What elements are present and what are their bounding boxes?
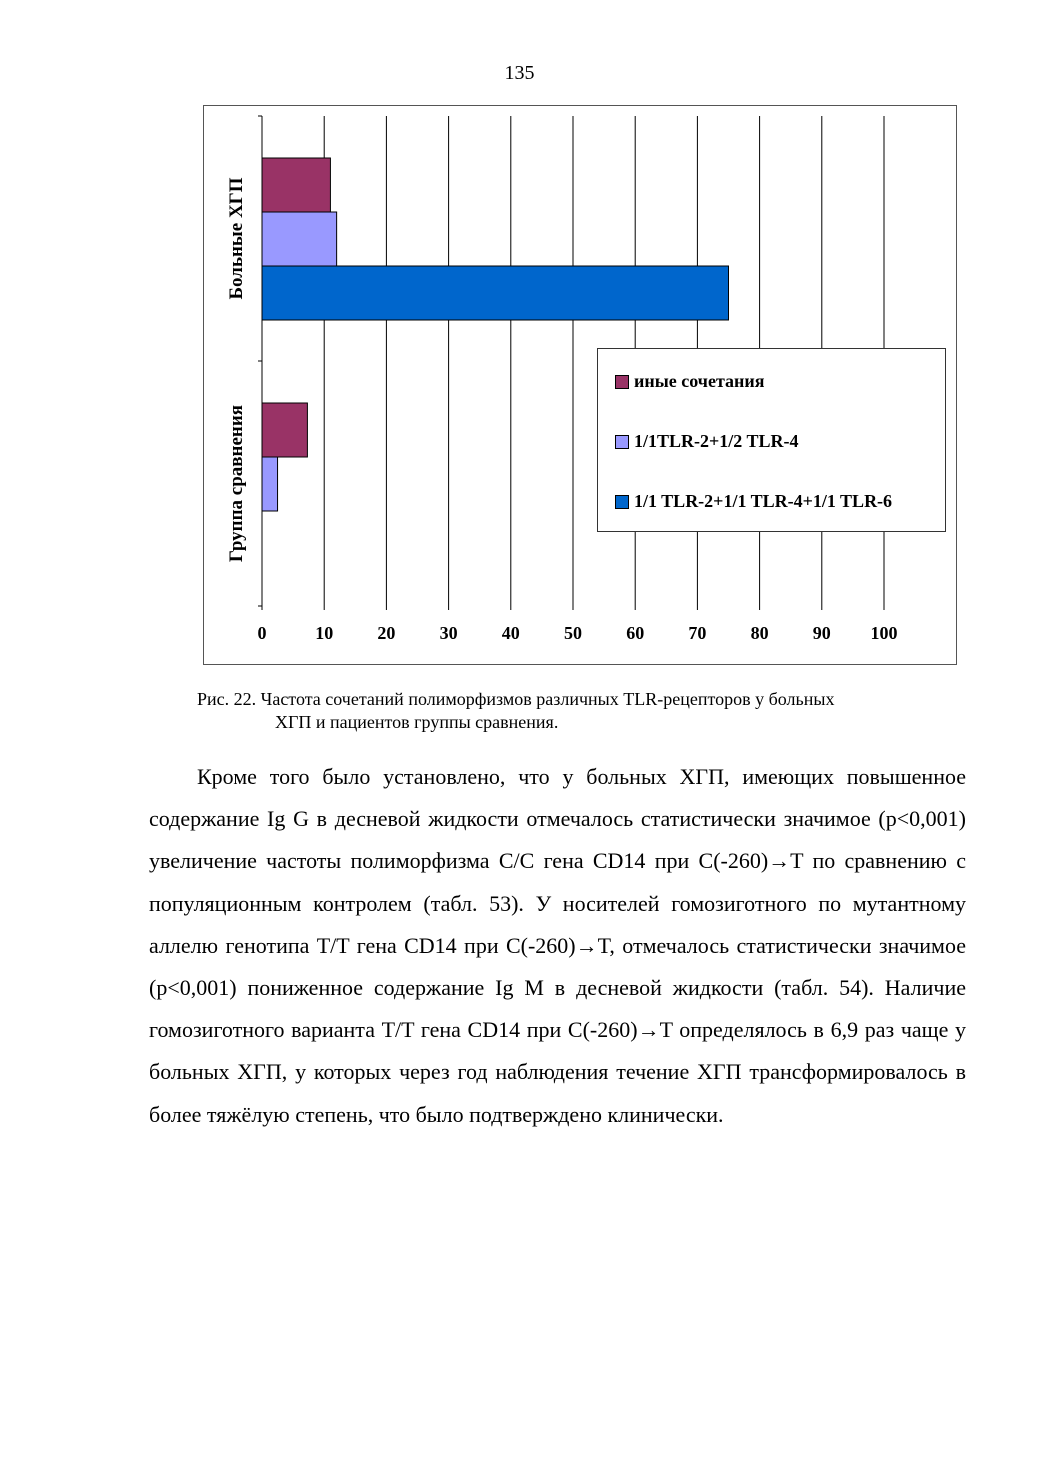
x-tick-label: 70 xyxy=(688,623,707,643)
x-tick-label: 30 xyxy=(439,623,458,643)
x-tick-label: 0 xyxy=(257,623,267,643)
figure-caption xyxy=(197,688,977,734)
bar xyxy=(262,457,278,511)
bar xyxy=(262,212,337,266)
legend-label: 1/1 TLR-2+1/1 TLR-4+1/1 TLR-6 xyxy=(634,491,893,511)
bar xyxy=(262,403,307,457)
body-text xyxy=(149,756,966,1136)
legend-label: 1/1TLR-2+1/2 TLR-4 xyxy=(634,431,799,451)
legend-swatch-tlr2-tlr4-tlr6 xyxy=(615,495,629,509)
category-label: Группа сравнения xyxy=(226,404,247,563)
legend-label: иные сочетания xyxy=(634,371,765,391)
bar xyxy=(262,266,729,320)
legend-swatch-tlr2-tlr4 xyxy=(615,435,629,449)
x-tick-label: 40 xyxy=(501,623,520,643)
bar xyxy=(262,158,330,212)
x-tick-label: 60 xyxy=(626,623,645,643)
x-tick-label: 90 xyxy=(812,623,831,643)
category-label: Больные ХГП xyxy=(226,177,247,300)
x-tick-label: 100 xyxy=(870,623,898,643)
body-paragraph: Кроме того было установлено, что у больных ХГП, имеющих повышенное содержание Ig G в десневой жидкости отмечалось статистически значимое (p<0,001) увеличение частоты полиморфизма C/C гена CD14 при C(-260)→T по сравнению с популяционным контролем (табл. 53). У носителей гомозиготного по мутантному аллелю генотипа T/T гена CD14 при C(-260)→T, отмечалось статистически значимое (p<0,001) пониженное содержание Ig M в десневой жидкости (табл. 54). Наличие гомозиготного варианта T/T гена CD14 при C(-260)→T определялось в 6,9 раз чаще у больных ХГП, у которых через год наблюдения течение ХГП трансформировалось в более тяжёлую степень, что было подтверждено клинически. xyxy=(149,764,966,1127)
caption-line-2: ХГП и пациентов группы сравнения. xyxy=(275,712,559,732)
legend-swatch-other-combinations xyxy=(615,375,629,389)
legend-item-tlr2-tlr4-tlr6 xyxy=(615,491,892,512)
bar-chart xyxy=(203,105,957,665)
x-tick-label: 50 xyxy=(564,623,582,643)
x-tick-label: 80 xyxy=(750,623,769,643)
x-tick-label: 20 xyxy=(377,623,396,643)
legend-item-tlr2-tlr4 xyxy=(615,431,798,452)
x-tick-label: 10 xyxy=(315,623,334,643)
legend-item-other-combinations xyxy=(615,371,765,392)
chart-legend xyxy=(597,348,946,532)
page-number: 135 xyxy=(504,62,535,84)
caption-line-1: Рис. 22. Частота сочетаний полиморфизмов различных TLR-рецепторов у больных xyxy=(197,689,835,709)
